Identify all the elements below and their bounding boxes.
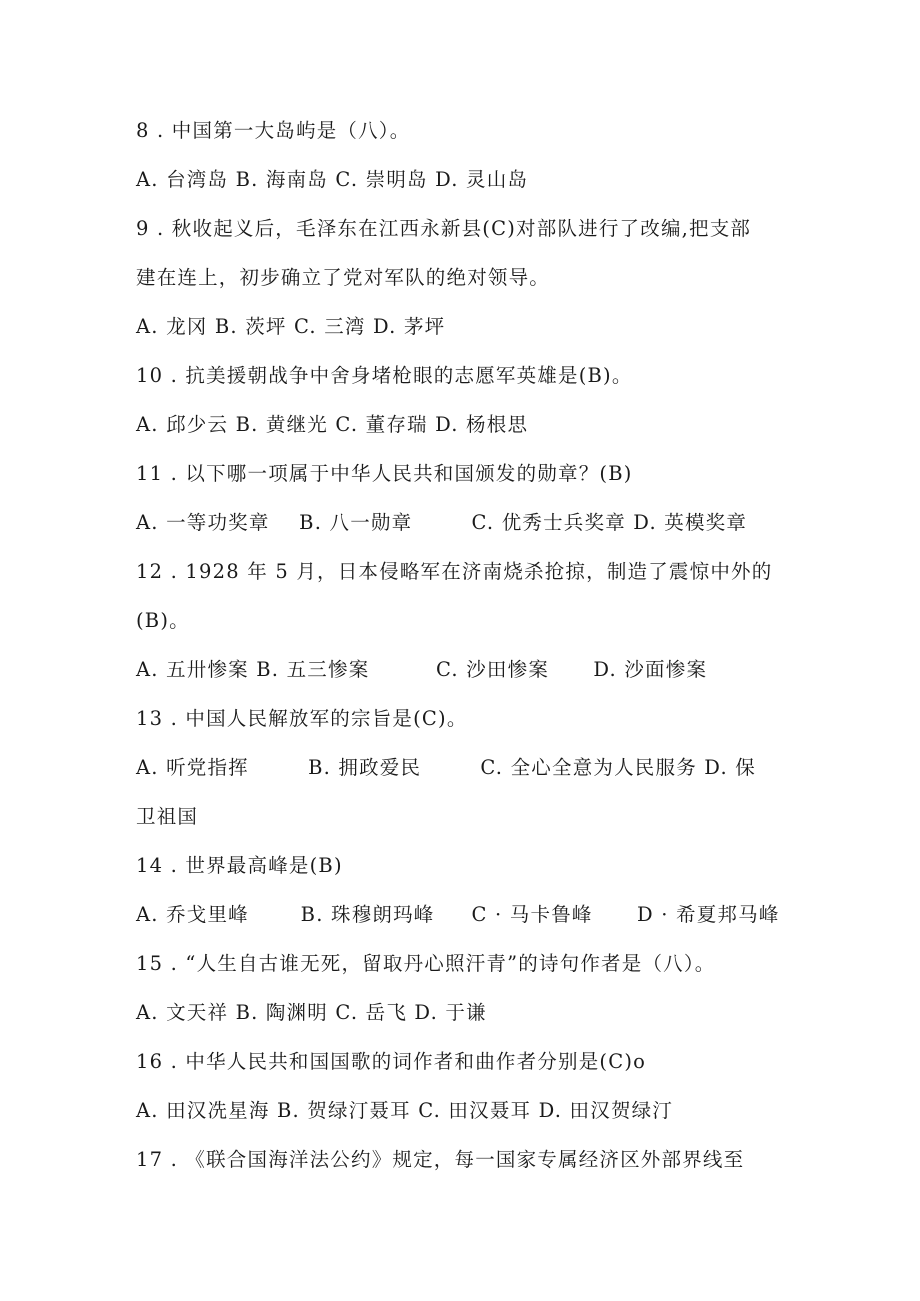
options-15: A. 文天祥 B. 陶渊明 C. 岳飞 D. 于谦 [136, 1001, 487, 1024]
question-12-line-2: (B)。 [136, 609, 190, 632]
question-10: 10 . 抗美援朝战争中舍身堵枪眼的志愿军英雄是(B)。 [136, 364, 633, 387]
question-11: 11 . 以下哪一项属于中华人民共和国颁发的勋章？(B) [136, 462, 633, 485]
options-12: A. 五卅惨案 B. 五三惨案 C. 沙田惨案 D. 沙面惨案 [136, 658, 708, 681]
options-9: A. 龙冈 B. 茨坪 C. 三湾 D. 茅坪 [136, 315, 446, 338]
question-14: 14 . 世界最高峰是(B) [136, 854, 343, 877]
question-16: 16 . 中华人民共和国国歌的词作者和曲作者分别是(C)o [136, 1050, 647, 1073]
question-13: 13 . 中国人民解放军的宗旨是(C)。 [136, 707, 468, 730]
question-12-line-1: 12 . 1928 年 5 月，日本侵略军在济南烧杀抢掠，制造了震惊中外的 [136, 560, 773, 583]
options-11: A. 一等功奖章 B. 八一勋章 C. 优秀士兵奖章 D. 英模奖章 [136, 511, 748, 534]
question-9-line-1: 9 . 秋收起义后，毛泽东在江西永新县(C)对部队进行了改编,把支部 [136, 217, 752, 240]
options-13-line-2: 卫祖国 [136, 805, 199, 828]
options-13-line-1: A. 听党指挥 B. 拥政爱民 C. 全心全意为人民服务 D. 保 [136, 756, 756, 779]
question-8: 8 . 中国第一大岛屿是（八）。 [136, 119, 411, 142]
options-8: A. 台湾岛 B. 海南岛 C. 崇明岛 D. 灵山岛 [136, 168, 529, 191]
question-17: 17 . 《联合国海洋法公约》规定，每一国家专属经济区外部界线至 [136, 1148, 745, 1171]
options-14: A. 乔戈里峰 B. 珠穆朗玛峰 C · 马卡鲁峰 D · 希夏邦马峰 [136, 903, 780, 926]
question-15: 15 . “人生自古谁无死，留取丹心照汗青”的诗句作者是（八）。 [136, 952, 716, 975]
options-10: A. 邱少云 B. 黄继光 C. 董存瑞 D. 杨根思 [136, 413, 529, 436]
question-9-line-2: 建在连上，初步确立了党对军队的绝对领导。 [136, 266, 551, 289]
options-16: A. 田汉冼星海 B. 贺绿汀聂耳 C. 田汉聂耳 D. 田汉贺绿汀 [136, 1099, 674, 1122]
